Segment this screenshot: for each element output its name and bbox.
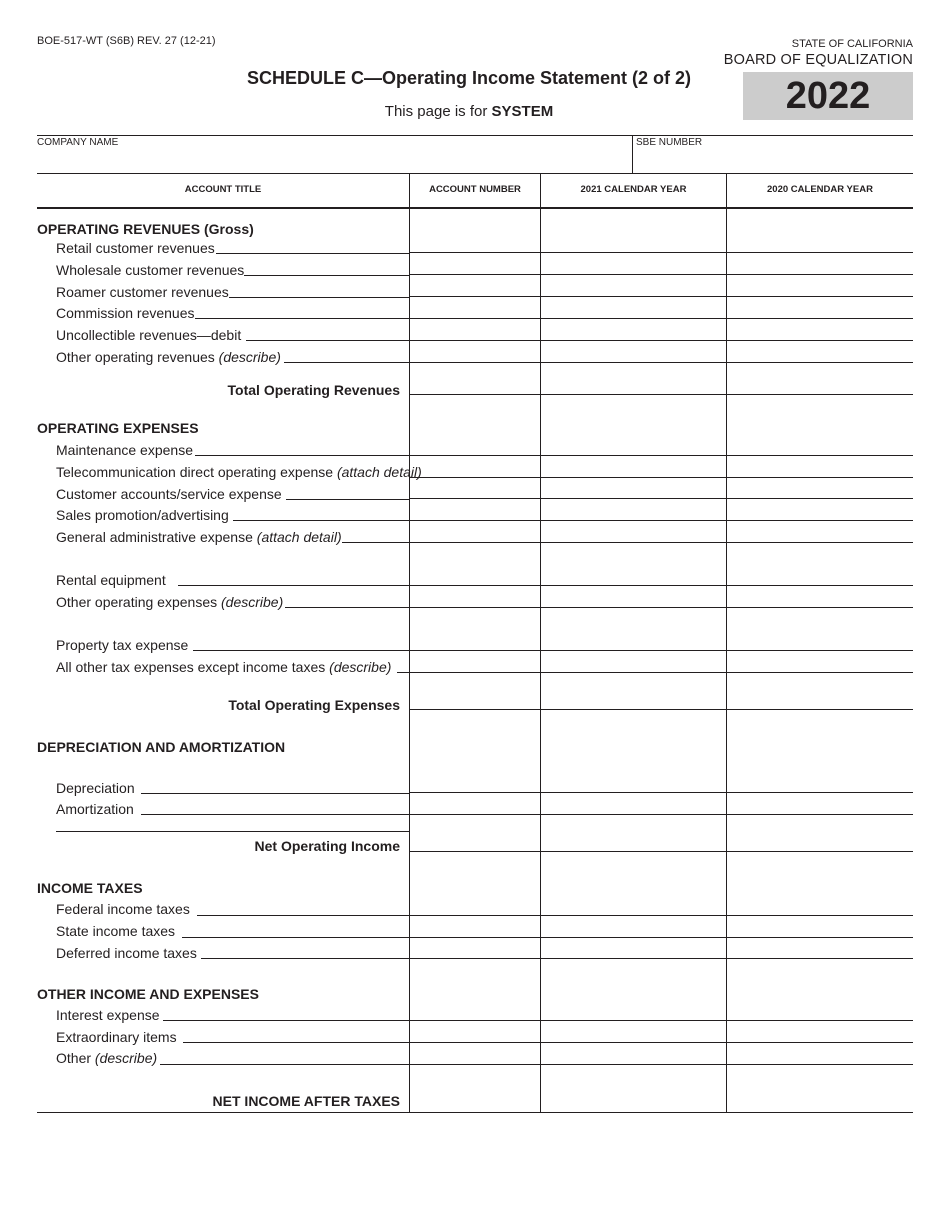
- leader-line: [197, 915, 409, 916]
- row-entry-depreciation[interactable]: [410, 792, 913, 793]
- row-entry-other[interactable]: [410, 1064, 913, 1065]
- row-label-customer-accounts: Customer accounts/service expense: [56, 486, 282, 502]
- col-2020-calendar-year: 2020 CALENDAR YEAR: [767, 184, 873, 195]
- row-entry-state-income-taxes[interactable]: [410, 937, 913, 938]
- row-label-roamer: Roamer customer revenues: [56, 284, 229, 300]
- row-label-uncollectible: Uncollectible revenues—debit: [56, 327, 242, 343]
- row-entry-maintenance[interactable]: [410, 455, 913, 456]
- row-label-federal-income-taxes: Federal income taxes: [56, 901, 190, 917]
- row-label-maintenance: Maintenance expense: [56, 442, 193, 458]
- section-depreciation-amortization: DEPRECIATION AND AMORTIZATION: [37, 739, 286, 755]
- total-operating-revenues-label: Total Operating Revenues: [227, 382, 400, 398]
- total-operating-expenses-label: Total Operating Expenses: [228, 697, 400, 713]
- row-entry-federal-income-taxes[interactable]: [410, 915, 913, 916]
- sbe-number-field[interactable]: [632, 136, 914, 174]
- column-divider: [726, 173, 727, 1113]
- col-account-number: ACCOUNT NUMBER: [429, 184, 521, 195]
- row-label-extraordinary-items: Extraordinary items: [56, 1029, 177, 1045]
- row-entry-general-admin[interactable]: [410, 542, 913, 543]
- page-title: SCHEDULE C—Operating Income Statement (2 of 2): [246, 68, 692, 88]
- row-label-depreciation: Depreciation: [56, 780, 135, 796]
- row-label-deferred-income-taxes: Deferred income taxes: [56, 945, 197, 961]
- other-revenues-text: Other operating revenues: [56, 349, 219, 365]
- header-bottom-rule: [37, 207, 913, 209]
- leader-line: [160, 1064, 409, 1065]
- year-badge: 2022: [743, 72, 913, 120]
- column-divider: [409, 173, 410, 1113]
- row-entry-property-tax[interactable]: [410, 650, 913, 651]
- row-entry-customer-accounts[interactable]: [410, 498, 913, 499]
- header-top-rule: [37, 173, 913, 174]
- row-entry-interest-expense[interactable]: [410, 1020, 913, 1021]
- row-label-telecom: [56, 464, 422, 480]
- leader-line: [201, 958, 409, 959]
- row-entry-roamer[interactable]: [410, 296, 913, 297]
- leader-line: [284, 362, 409, 363]
- board-label: BOARD OF EQUALIZATION: [723, 52, 913, 68]
- row-label-other-tax: [56, 659, 391, 675]
- row-label-sales-promotion: Sales promotion/advertising: [56, 507, 229, 523]
- row-entry-telecom[interactable]: [410, 477, 913, 478]
- leader-line: [233, 520, 409, 521]
- subtitle-system: SYSTEM: [491, 103, 554, 120]
- row-label-wholesale: Wholesale customer revenues: [56, 262, 245, 278]
- row-label-retail: Retail customer revenues: [56, 240, 215, 256]
- row-entry-other-revenues[interactable]: [410, 362, 913, 363]
- net-income-after-taxes-label: NET INCOME AFTER TAXES: [212, 1093, 400, 1109]
- other-text: Other: [56, 1050, 95, 1066]
- form-id: BOE-517-WT (S6B) REV. 27 (12-21): [37, 35, 216, 47]
- row-entry-retail[interactable]: [410, 252, 913, 253]
- leader-line: [229, 297, 409, 298]
- row-entry-other-expenses[interactable]: [410, 607, 913, 608]
- row-label-interest-expense: Interest expense: [56, 1007, 160, 1023]
- leader-line: [286, 499, 409, 500]
- leader-line: [183, 1042, 409, 1043]
- row-entry-deferred-income-taxes[interactable]: [410, 958, 913, 959]
- describe-note: (describe): [329, 659, 392, 675]
- col-2021-calendar-year: 2021 CALENDAR YEAR: [580, 184, 687, 195]
- row-label-amortization: Amortization: [56, 801, 134, 817]
- section-operating-revenues: OPERATING REVENUES (Gross): [37, 221, 254, 237]
- attach-detail-note: (attach detail): [256, 529, 342, 545]
- leader-line: [285, 607, 409, 608]
- leader-line: [141, 793, 409, 794]
- leader-line: [178, 585, 409, 586]
- row-label-general-admin: [56, 529, 342, 545]
- net-operating-income-label: Net Operating Income: [254, 838, 400, 854]
- row-entry-wholesale[interactable]: [410, 274, 913, 275]
- attach-detail-note: (attach detail): [336, 464, 422, 480]
- general-admin-text: General administrative expense: [56, 529, 257, 545]
- leader-line: [244, 275, 409, 276]
- telecom-text: Telecommunication direct operating expense: [56, 464, 337, 480]
- company-name-field[interactable]: [37, 135, 913, 174]
- subtotal-rule: [56, 831, 409, 832]
- company-name-label: COMPANY NAME: [37, 137, 119, 148]
- leader-line: [182, 937, 409, 938]
- page-subtitle: [0, 103, 938, 120]
- row-label-other-expenses: [56, 594, 283, 610]
- section-other-income-expenses: OTHER INCOME AND EXPENSES: [37, 986, 259, 1002]
- leader-line: [216, 253, 409, 254]
- leader-line: [342, 542, 409, 543]
- subtitle-prefix: This page is for: [384, 103, 492, 120]
- row-label-other: [56, 1050, 157, 1066]
- column-divider: [540, 173, 541, 1113]
- row-label-other-revenues: [56, 349, 281, 365]
- row-entry-total-operating-revenues[interactable]: [410, 394, 913, 395]
- row-entry-rental-equipment[interactable]: [410, 585, 913, 586]
- describe-note: (describe): [221, 594, 284, 610]
- row-entry-net-operating-income[interactable]: [410, 851, 913, 852]
- row-entry-sales-promotion[interactable]: [410, 520, 913, 521]
- leader-line: [397, 672, 409, 673]
- leader-line: [163, 1020, 409, 1021]
- row-label-property-tax: Property tax expense: [56, 637, 189, 653]
- row-label-state-income-taxes: State income taxes: [56, 923, 176, 939]
- row-label-rental-equipment: Rental equipment: [56, 572, 166, 588]
- row-entry-total-operating-expenses[interactable]: [410, 709, 913, 710]
- leader-line: [195, 455, 409, 456]
- col-account-title: ACCOUNT TITLE: [184, 184, 262, 195]
- leader-line: [141, 814, 409, 815]
- section-income-taxes: INCOME TAXES: [37, 880, 143, 896]
- row-entry-other-tax[interactable]: [410, 672, 913, 673]
- row-entry-amortization[interactable]: [410, 814, 913, 815]
- describe-note: (describe): [94, 1050, 158, 1066]
- describe-note: (describe): [218, 349, 281, 365]
- other-expenses-text: Other operating expenses: [56, 594, 221, 610]
- row-label-commission: Commission revenues: [56, 305, 195, 321]
- leader-line: [195, 318, 409, 319]
- row-entry-commission[interactable]: [410, 318, 913, 319]
- state-label: STATE OF CALIFORNIA: [791, 38, 913, 50]
- leader-line: [193, 650, 409, 651]
- other-tax-text: All other tax expenses except income taxes: [56, 659, 330, 675]
- sbe-number-label: SBE NUMBER: [636, 137, 703, 148]
- row-entry-uncollectible[interactable]: [410, 340, 913, 341]
- section-operating-expenses: OPERATING EXPENSES: [37, 420, 199, 436]
- row-entry-net-income-after-taxes[interactable]: [37, 1112, 913, 1113]
- row-entry-extraordinary-items[interactable]: [410, 1042, 913, 1043]
- leader-line: [246, 340, 409, 341]
